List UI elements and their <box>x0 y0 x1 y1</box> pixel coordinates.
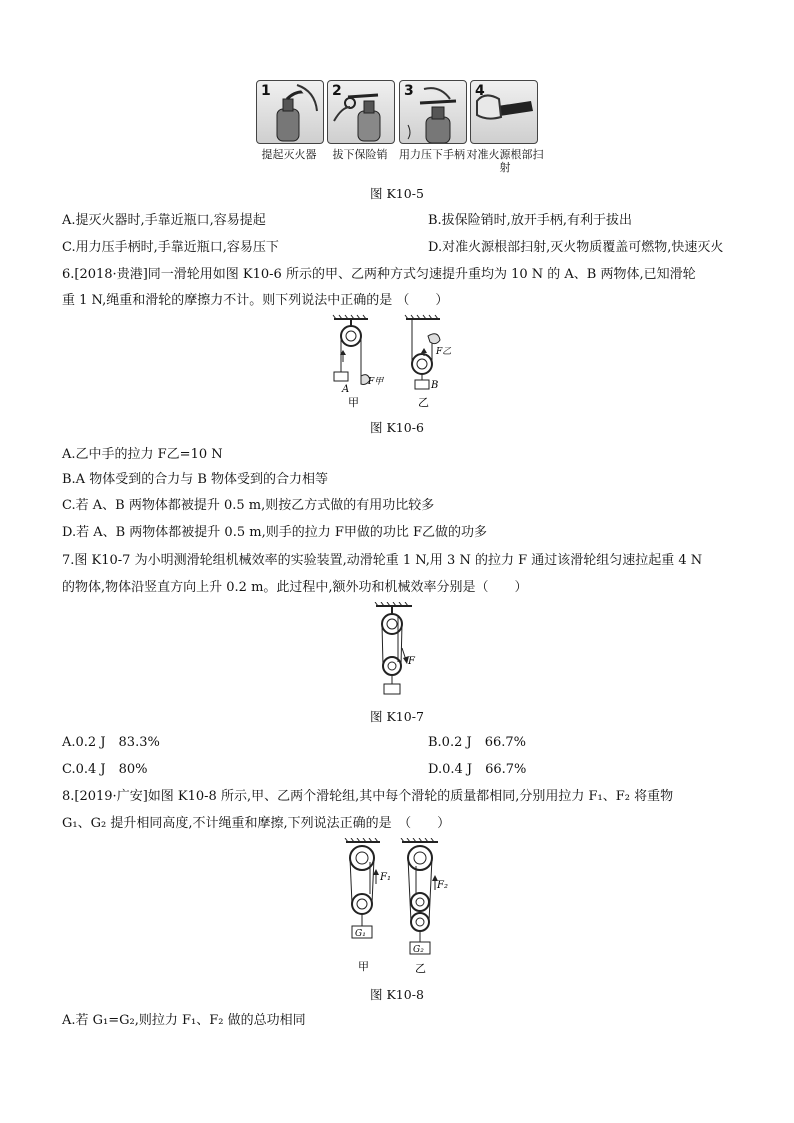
label-jia: 甲 <box>358 960 369 973</box>
label-yi: 乙 <box>418 396 429 409</box>
step-panel-2 <box>327 80 395 144</box>
q6-option-b: B.A 物体受到的合力与 B 物体受到的合力相等 <box>62 472 329 487</box>
q7-option-b: B.0.2 J 66.7% <box>428 735 527 750</box>
q6-stem-line1: 6.[2018·贵港]同一滑轮用如图 K10-6 所示的甲、乙两种方式匀速提升重均为 10 N 的 A、B 两物体,已知滑轮 <box>62 267 696 282</box>
q8-option-a: A.若 G₁=G₂,则拉力 F₁、F₂ 做的总功相同 <box>62 1013 306 1028</box>
step-number: 1 <box>261 83 271 99</box>
pulley-group-jia <box>345 838 380 938</box>
q7-stem-line2: 的物体,物体沿竖直方向上升 0.2 m。此过程中,额外功和机械效率分别是（ ） <box>62 580 528 595</box>
step-panel-4 <box>470 80 538 144</box>
step-label-4: 对准火源根部扫射 <box>466 148 544 174</box>
label-a: A <box>342 384 350 395</box>
label-f: F <box>408 656 415 667</box>
q8-stem-line1: 8.[2019·广安]如图 K10-8 所示,甲、乙两个滑轮组,其中每个滑轮的质量都相同,分别用拉力 F₁、F₂ 将重物 <box>62 789 674 804</box>
pulley-figure-k10-7 <box>368 602 428 698</box>
step-label-3: 用力压下手柄 <box>399 148 465 161</box>
q6-option-a: A.乙中手的拉力 F乙=10 N <box>62 447 223 462</box>
movable-pulley-yi <box>405 315 440 389</box>
label-yi: 乙 <box>415 962 426 975</box>
figure-caption-k10-7: 图 K10-7 <box>370 709 424 724</box>
figure-caption-k10-5: 图 K10-5 <box>370 186 424 201</box>
step-label-2: 拔下保险销 <box>332 148 388 161</box>
label-f-yi: F乙 <box>436 347 452 357</box>
fixed-pulley-jia <box>333 315 370 385</box>
label-f-jia: F甲 <box>368 377 384 387</box>
label-b: B <box>431 380 439 391</box>
step-panel-1 <box>256 80 324 144</box>
step-number: 2 <box>332 83 342 99</box>
label-f2: F₂ <box>437 880 448 891</box>
pulley-group-yi <box>401 838 438 954</box>
label-g2: G₂ <box>413 945 424 955</box>
step-label-1: 提起灭火器 <box>261 148 317 161</box>
pulley-figure-k10-8 <box>340 838 460 978</box>
q7-option-a: A.0.2 J 83.3% <box>62 735 160 750</box>
label-jia: 甲 <box>348 396 359 409</box>
q5-option-b: B.拔保险销时,放开手柄,有利于拔出 <box>428 213 632 228</box>
q5-option-a: A.提灭火器时,手靠近瓶口,容易提起 <box>62 213 266 228</box>
q8-stem-line2: G₁、G₂ 提升相同高度,不计绳重和摩擦,下列说法正确的是 （ ） <box>62 816 451 831</box>
q7-option-d: D.0.4 J 66.7% <box>428 762 527 777</box>
label-f1: F₁ <box>380 872 391 883</box>
q7-option-c: C.0.4 J 80% <box>62 762 148 777</box>
q5-option-c: C.用力压手柄时,手靠近瓶口,容易压下 <box>62 240 279 255</box>
step-number: 3 <box>404 83 414 99</box>
figure-caption-k10-8: 图 K10-8 <box>370 987 424 1002</box>
q6-option-c: C.若 A、B 两物体都被提升 0.5 m,则按乙方式做的有用功比较多 <box>62 498 435 513</box>
pulley-figure-k10-6 <box>328 314 468 410</box>
step-panel-3 <box>399 80 467 144</box>
figure-caption-k10-6: 图 K10-6 <box>370 420 424 435</box>
q6-option-d: D.若 A、B 两物体都被提升 0.5 m,则手的拉力 F甲做的功比 F乙做的功多 <box>62 525 488 540</box>
q5-option-d: D.对准火源根部扫射,灭火物质覆盖可燃物,快速灭火 <box>428 240 724 255</box>
label-g1: G₁ <box>355 929 366 939</box>
q6-stem-line2: 重 1 N,绳重和滑轮的摩擦力不计。则下列说法中正确的是 （ ） <box>62 293 449 308</box>
q7-stem-line1: 7.图 K10-7 为小明测滑轮组机械效率的实验装置,动滑轮重 1 N,用 3 N 的拉力 F 通过该滑轮组匀速拉起重 4 N <box>62 553 703 568</box>
step-number: 4 <box>475 83 485 99</box>
